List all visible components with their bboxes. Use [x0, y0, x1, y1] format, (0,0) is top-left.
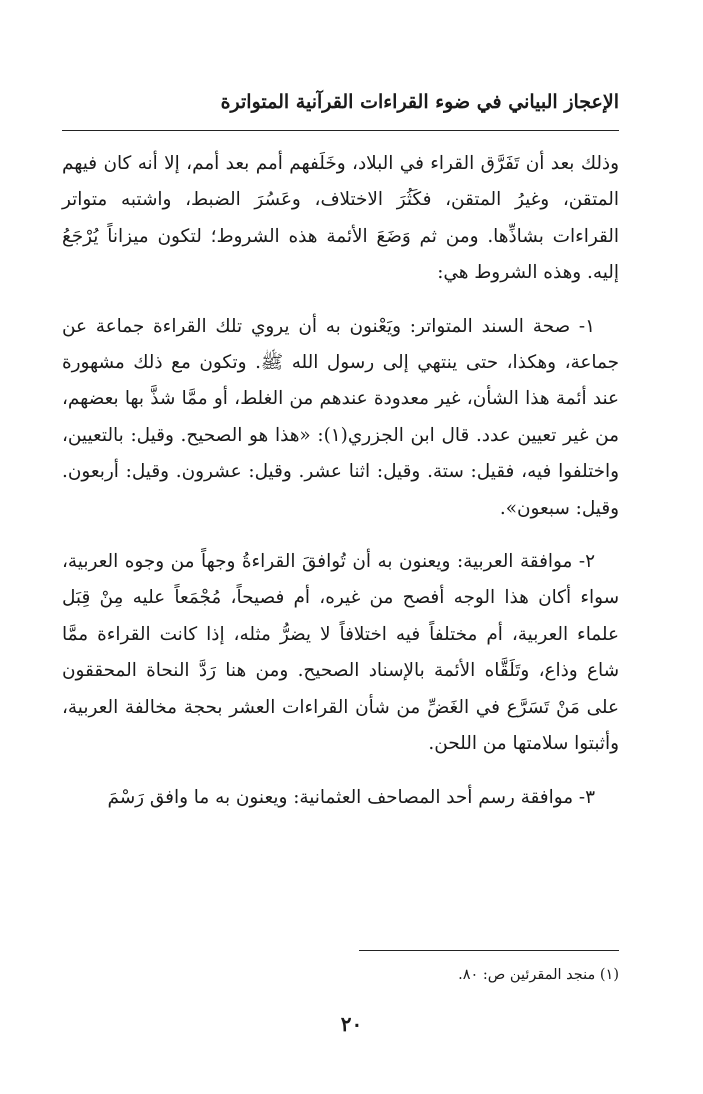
paragraph-condition-2: ٢- موافقة العربية: ويعنون به أن تُوافقَ القراءةُ وجهاً من وجوه العربية، سواء أكان هذا الوجه أفصح من غيره، أم فصيحاً، مُجْمَعاً عليه مِنْ قِبَل علماء العربية، أم مختلفاً فيه اختلافاً لا يضرُّ مثله، إذا كانت القراءة ممَّا شاع وذاع، وتَلَقَّاه الأئمة بالإسناد الصحيح. ومن هنا رَدَّ النحاة المحققون على مَنْ تَسَرَّع في الغَضِّ من شأن القراءات العشر بحجة مخالفة العربية، وأثبتوا سلامتها من اللحن. — [62, 551, 619, 755]
paragraph-intro: وذلك بعد أن تَفَرَّق القراء في البلاد، وخَلَفهم أمم بعد أمم، إلا أنه كان فيهم المتقن، وغيرُ المتقن، فكَثُرَ الاختلاف، وعَسُرَ الضبط، واشتبه متواتر القراءات بشاذِّها. ومن ثم وَضَعَ الأئمة هذه الشروط؛ لتكون ميزاناً يُرْجَعُ إليه. وهذه الشروط هي: — [62, 153, 619, 284]
footnote-divider — [359, 950, 619, 951]
page-number: ٢٠ — [340, 1012, 363, 1036]
footnote: (١) منجد المقرئين ص: ٨٠. — [458, 967, 619, 983]
paragraph-condition-1: ١- صحة السند المتواتر: ويَعْنون به أن يروي تلك القراءة جماعة عن جماعة، وهكذا، حتى ينتهي إلى رسول الله ﷺ. وتكون مع ذلك مشهورة عند أئمة هذا الشأن، غير معدودة عندهم من الغلط، أو ممَّا شذَّ بها بعضهم، من غير تعيين عدد. قال ابن الجزري(١): «هذا هو الصحيح. وقيل: بالتعيين، واختلفوا فيه، فقيل: ستة. وقيل: اثنا عشر. وقيل: عشرون. وقيل: أربعون. وقيل: سبعون». — [62, 315, 619, 519]
running-header: الإعجاز البياني في ضوء القراءات القرآنية المتواترة — [220, 91, 619, 113]
header-divider — [62, 130, 619, 131]
main-text — [62, 146, 619, 816]
paragraph-condition-3: ٣- موافقة رسم أحد المصاحف العثمانية: ويعنون به ما وافق رَسْمَ — [107, 786, 595, 808]
